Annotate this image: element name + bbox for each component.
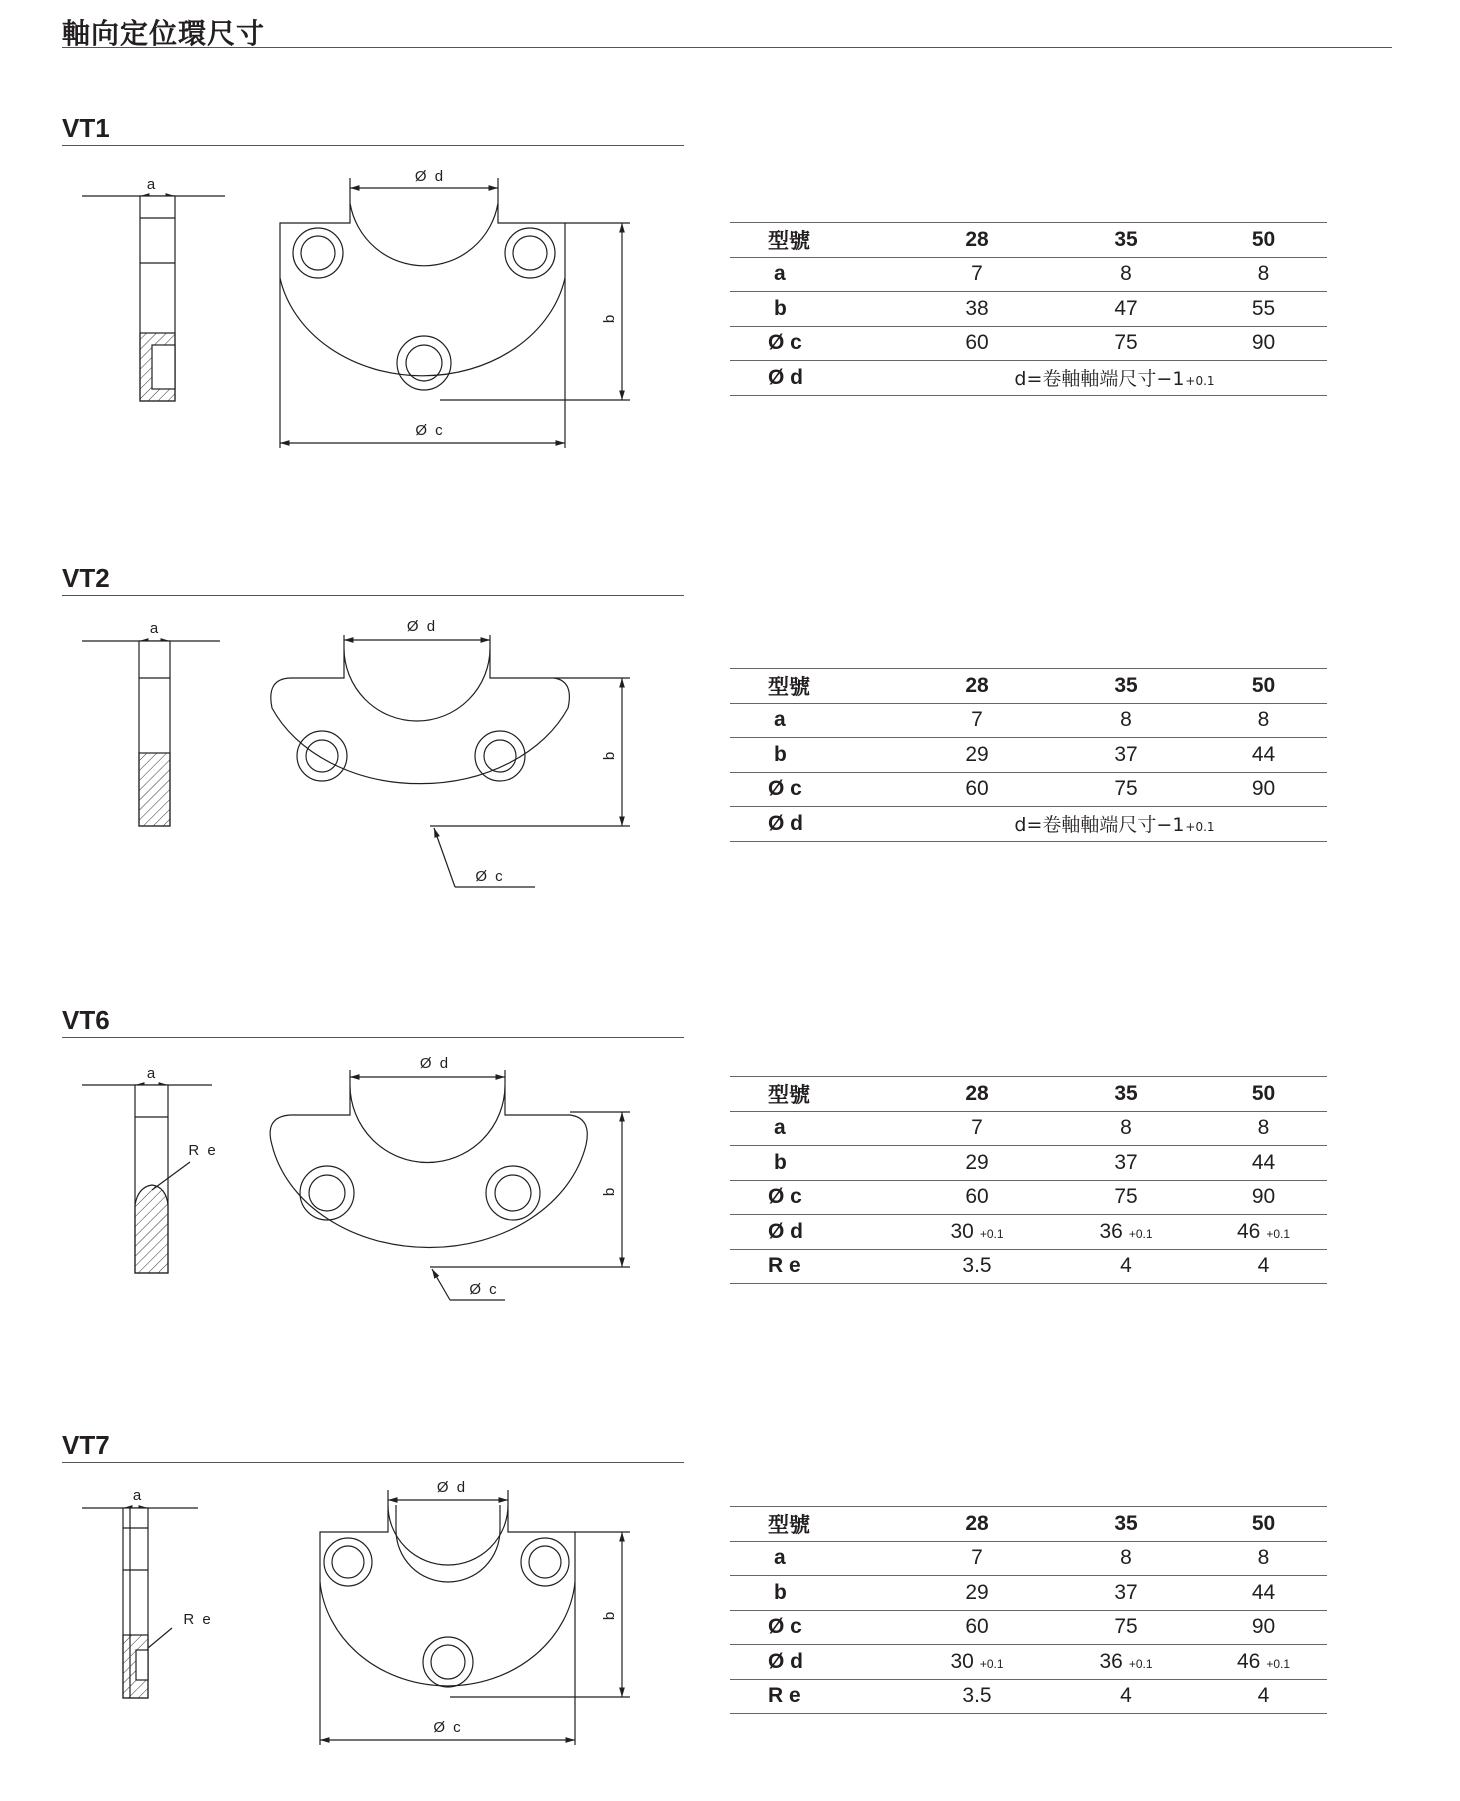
vt2-spec-table [730,668,1327,842]
cell: 90 [1200,326,1327,361]
vt1-dim-c: Ø c [415,422,445,439]
section-title: VT1 [62,113,110,143]
header-model-35: 35 [1052,1507,1200,1542]
table-row [730,361,1327,396]
table-row [730,807,1327,842]
vt7-drawing [0,1430,700,1790]
vt7-dim-c: Ø c [433,1719,463,1736]
vt7-front-view [320,1490,630,1745]
cell: 29 [902,738,1052,773]
cell: 8 [1200,1541,1327,1576]
row-label: b [730,292,902,327]
row-label: Ø d [730,1215,902,1250]
cell: 90 [1200,772,1327,807]
section-vt7 [0,1430,1460,1790]
cell: 90 [1200,1610,1327,1645]
table-header-row [730,1507,1327,1542]
header-model-28: 28 [902,1077,1052,1112]
section-title: VT6 [62,1005,110,1035]
cell: 60 [902,1610,1052,1645]
section-title: VT2 [62,563,110,593]
vt2-dim-a: a [149,620,161,637]
table-row [730,1645,1327,1680]
row-label: b [730,1576,902,1611]
cell: 44 [1200,1576,1327,1611]
cell: 47 [1052,292,1200,327]
cell: 46 +0.1 [1200,1645,1327,1680]
cell: 30 +0.1 [902,1215,1052,1250]
section-vt2 [0,563,1460,913]
section-title: VT7 [62,1430,110,1460]
d-formula-tolerance: +0.1 [1185,374,1215,389]
header-model-label: 型號 [730,1077,902,1112]
header-model-label: 型號 [730,669,902,704]
row-label: Ø d [730,807,902,842]
row-label: a [730,1541,902,1576]
cell: 4 [1200,1679,1327,1714]
section-vt1 [0,113,1460,453]
vt2-dim-c: Ø c [475,868,505,885]
d-formula-tolerance: +0.1 [1185,820,1215,835]
d-formula-text: d=卷軸軸端尺寸−1 [1014,814,1185,837]
header-model-35: 35 [1052,669,1200,704]
vt6-dim-a: a [146,1065,158,1082]
cell: 75 [1052,1180,1200,1215]
vt6-dim-e: R e [188,1142,218,1159]
vt1-dim-d: Ø d [414,168,446,185]
cell: 37 [1052,1146,1200,1181]
row-label: a [730,1111,902,1146]
vt7-side-view [82,1508,198,1698]
cell: 4 [1052,1249,1200,1284]
table-row [730,1541,1327,1576]
cell: 8 [1052,1111,1200,1146]
table-row [730,703,1327,738]
header-model-28: 28 [902,223,1052,258]
cell: 8 [1052,703,1200,738]
header-model-label: 型號 [730,223,902,258]
row-label: Ø d [730,1645,902,1680]
table-row [730,1180,1327,1215]
cell: 8 [1200,703,1327,738]
cell: 8 [1200,1111,1327,1146]
row-label: a [730,257,902,292]
vt7-spec-table [730,1506,1327,1714]
table-row [730,738,1327,773]
cell: 44 [1200,1146,1327,1181]
vt2-drawing [0,563,700,913]
header-model-label: 型號 [730,1507,902,1542]
table-row [730,292,1327,327]
page-title-rule [62,47,1392,48]
vt7-dim-d: Ø d [436,1479,468,1496]
cell: 4 [1052,1679,1200,1714]
cell: 37 [1052,1576,1200,1611]
header-model-35: 35 [1052,223,1200,258]
table-row [730,326,1327,361]
d-formula-note [902,361,1327,396]
row-label: Ø c [730,772,902,807]
table-row [730,772,1327,807]
cell: 55 [1200,292,1327,327]
vt6-dim-d: Ø d [419,1055,451,1072]
cell: 7 [902,1111,1052,1146]
d-formula-note [902,807,1327,842]
cell: 3.5 [902,1249,1052,1284]
vt1-dim-a: a [146,176,158,193]
vt2-side-view [82,641,220,826]
cell: 4 [1200,1249,1327,1284]
cell: 8 [1200,257,1327,292]
vt6-drawing [0,1005,700,1355]
cell: 29 [902,1146,1052,1181]
table-row [730,1146,1327,1181]
vt6-side-view [82,1085,212,1273]
table-row [730,1249,1327,1284]
section-vt6 [0,1005,1460,1355]
row-label: R e [730,1679,902,1714]
cell: 36 +0.1 [1052,1215,1200,1250]
row-label: a [730,703,902,738]
table-row [730,1576,1327,1611]
table-row [730,1215,1327,1250]
header-model-50: 50 [1200,1077,1327,1112]
cell: 7 [902,1541,1052,1576]
cell: 75 [1052,772,1200,807]
header-model-28: 28 [902,669,1052,704]
cell: 7 [902,703,1052,738]
cell: 44 [1200,738,1327,773]
vt2-dim-b: b [601,749,618,761]
row-label: Ø c [730,326,902,361]
cell: 60 [902,772,1052,807]
row-label: Ø d [730,361,902,396]
row-label: R e [730,1249,902,1284]
row-label: Ø c [730,1610,902,1645]
vt6-dim-c: Ø c [469,1281,499,1298]
header-model-35: 35 [1052,1077,1200,1112]
cell: 3.5 [902,1679,1052,1714]
table-header-row [730,223,1327,258]
cell: 37 [1052,738,1200,773]
vt2-dim-d: Ø d [406,618,438,635]
vt1-spec-table [730,222,1327,396]
cell: 60 [902,1180,1052,1215]
table-row [730,257,1327,292]
cell: 30 +0.1 [902,1645,1052,1680]
cell: 8 [1052,1541,1200,1576]
cell: 75 [1052,326,1200,361]
d-formula-text: d=卷軸軸端尺寸−1 [1014,368,1185,391]
header-model-28: 28 [902,1507,1052,1542]
cell: 60 [902,326,1052,361]
vt1-dim-b: b [601,312,618,324]
vt7-dim-e: R e [183,1611,213,1628]
cell: 46 +0.1 [1200,1215,1327,1250]
vt7-dim-b: b [601,1609,618,1621]
vt2-front-view [271,635,630,887]
table-row [730,1679,1327,1714]
vt6-spec-table [730,1076,1327,1284]
vt1-front-view [280,178,630,448]
vt6-dim-b: b [601,1185,618,1197]
cell: 29 [902,1576,1052,1611]
header-model-50: 50 [1200,1507,1327,1542]
row-label: b [730,1146,902,1181]
cell: 36 +0.1 [1052,1645,1200,1680]
cell: 8 [1052,257,1200,292]
cell: 90 [1200,1180,1327,1215]
cell: 7 [902,257,1052,292]
header-model-50: 50 [1200,669,1327,704]
table-header-row [730,669,1327,704]
table-row [730,1111,1327,1146]
cell: 38 [902,292,1052,327]
vt1-drawing [0,113,700,453]
header-model-50: 50 [1200,223,1327,258]
table-header-row [730,1077,1327,1112]
row-label: b [730,738,902,773]
vt1-side-view [82,196,225,401]
vt7-dim-a: a [132,1487,144,1504]
table-row [730,1610,1327,1645]
cell: 75 [1052,1610,1200,1645]
row-label: Ø c [730,1180,902,1215]
vt6-front-view [270,1070,630,1300]
page-title: 軸向定位環尺寸 [62,17,266,50]
